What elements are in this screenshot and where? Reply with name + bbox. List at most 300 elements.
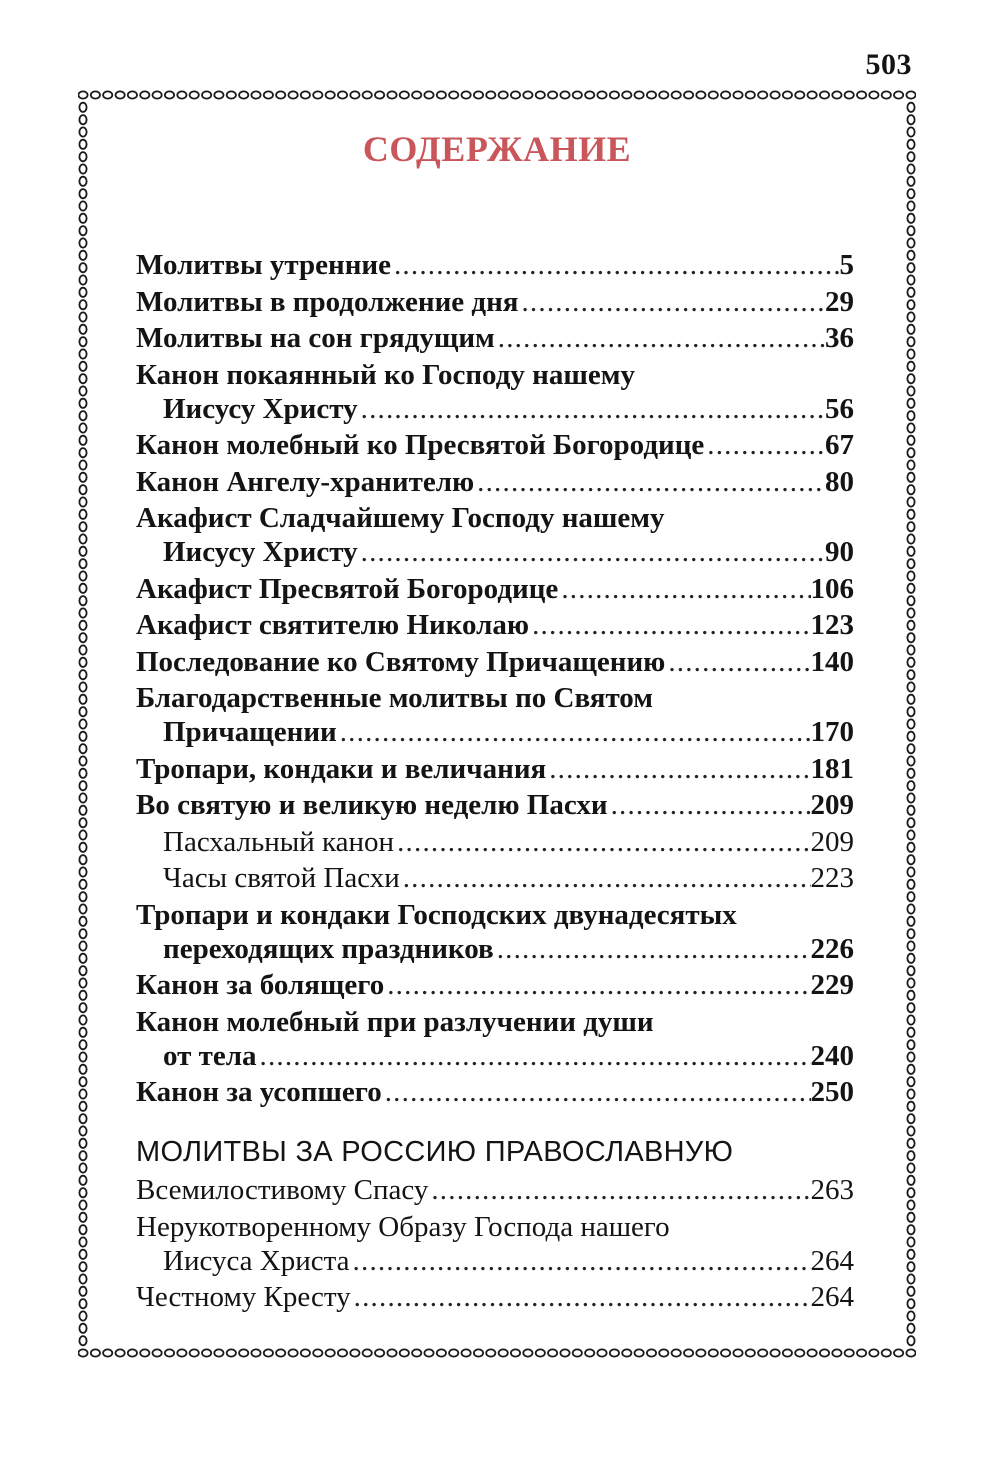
chain-link <box>907 1200 914 1209</box>
toc-entry[interactable] <box>136 608 854 642</box>
chain-link <box>907 584 914 593</box>
chain-link <box>326 1349 335 1356</box>
chain-link <box>771 1349 780 1356</box>
chain-link <box>907 1126 914 1135</box>
chain-link <box>449 1349 458 1356</box>
toc-entry[interactable] <box>136 645 854 679</box>
chain-link <box>79 534 86 543</box>
chain-link <box>907 374 914 383</box>
toc-entry-page: 181 <box>810 752 854 785</box>
chain-link <box>907 312 914 321</box>
chain-link <box>387 91 396 98</box>
chain-link <box>907 436 914 445</box>
chain-link <box>907 855 914 864</box>
chain-link <box>548 91 557 98</box>
chain-link <box>907 473 914 482</box>
toc-entry-page: 264 <box>810 1281 854 1313</box>
toc-entry[interactable] <box>136 572 854 606</box>
chain-link <box>79 189 86 198</box>
chain-link <box>79 263 86 272</box>
chain-link <box>79 1065 86 1074</box>
chain-link <box>832 1349 841 1356</box>
toc-entry[interactable] <box>136 465 854 499</box>
chain-link <box>79 1052 86 1061</box>
toc-entry-title: Тропари и кондаки Господских двунадесятых <box>136 898 737 931</box>
chain-link <box>103 91 112 98</box>
toc-entry-title-cont: от тела <box>163 1039 257 1072</box>
chain-link <box>869 1349 878 1356</box>
toc-entry-title: Канон за усопшего <box>136 1076 382 1108</box>
chain-link <box>79 1015 86 1024</box>
chain-link <box>907 325 914 334</box>
chain-link <box>313 91 322 98</box>
toc-subentry[interactable] <box>136 825 854 859</box>
chain-link <box>733 91 742 98</box>
chain-link <box>79 275 86 284</box>
chain-link <box>907 781 914 790</box>
chain-link <box>907 608 914 617</box>
chain-link <box>79 1089 86 1098</box>
section-entry[interactable] <box>136 1173 854 1207</box>
toc-entry-page: 56 <box>825 392 854 425</box>
chain-link <box>907 349 914 358</box>
chain-link <box>79 1311 86 1320</box>
chain-link <box>79 966 86 975</box>
chain-link <box>635 91 644 98</box>
chain-link <box>79 929 86 938</box>
chain-link <box>907 1028 914 1037</box>
chain-link <box>79 1176 86 1185</box>
toc-entry-page: 226 <box>810 932 854 965</box>
chain-link <box>79 448 86 457</box>
leader-dots <box>665 645 810 679</box>
chain-link <box>79 522 86 531</box>
chain-link <box>585 91 594 98</box>
chain-link <box>79 103 86 112</box>
chain-link <box>79 1225 86 1234</box>
chain-link <box>79 226 86 235</box>
chain-link <box>820 91 829 98</box>
chain-link <box>536 91 545 98</box>
chain-link <box>907 991 914 1000</box>
toc-entry-title: Акафист Пресвятой Богородице <box>136 572 559 605</box>
leader-dots <box>558 572 810 606</box>
chain-link <box>79 1163 86 1172</box>
chain-link <box>116 1349 125 1356</box>
chain-link <box>78 1349 87 1356</box>
toc-entry[interactable] <box>136 428 854 462</box>
toc-entry-title: Последование ко Святому Причащению <box>136 645 666 678</box>
chain-link <box>79 719 86 728</box>
chain-link <box>857 1349 866 1356</box>
chain-link <box>907 362 914 371</box>
chain-link <box>79 1200 86 1209</box>
chain-link <box>412 91 421 98</box>
leader-dots <box>495 321 825 355</box>
chain-link <box>907 917 914 926</box>
chain-link <box>79 806 86 815</box>
chain-link <box>79 362 86 371</box>
chain-link <box>907 1089 914 1098</box>
chain-link <box>79 1151 86 1160</box>
chain-link <box>907 177 914 186</box>
chain-link <box>523 91 532 98</box>
chain-link <box>400 91 409 98</box>
chain-link <box>79 991 86 1000</box>
chain-link <box>79 645 86 654</box>
chain-link <box>276 1349 285 1356</box>
chain-link <box>907 929 914 938</box>
chain-link <box>907 1052 914 1061</box>
chain-link <box>79 793 86 802</box>
chain-link <box>585 1349 594 1356</box>
chain-link <box>907 201 914 210</box>
toc-entry-title: Часы святой Пасхи <box>163 862 400 894</box>
toc-entry[interactable] <box>136 285 854 319</box>
chain-link <box>907 1336 914 1345</box>
chain-link <box>721 1349 730 1356</box>
chain-link <box>907 695 914 704</box>
chain-link <box>79 423 86 432</box>
table-of-contents <box>136 248 854 1317</box>
chain-link <box>387 1349 396 1356</box>
chain-link <box>79 1274 86 1283</box>
chain-link <box>907 880 914 889</box>
chain-link <box>79 214 86 223</box>
chain-link <box>79 670 86 679</box>
toc-entry-page: 170 <box>810 716 854 748</box>
chain-link <box>907 115 914 124</box>
toc-entry-title: Молитвы утренние <box>136 249 391 281</box>
toc-entry-page: 263 <box>810 1174 854 1206</box>
chain-link <box>202 91 211 98</box>
toc-entry-title: Во святую и великую неделю Пасхи <box>136 789 608 821</box>
chain-link <box>622 1349 631 1356</box>
chain-link <box>907 275 914 284</box>
chain-link <box>907 226 914 235</box>
chain-link <box>907 1163 914 1172</box>
toc-entry-page: 123 <box>810 609 854 641</box>
chain-link <box>882 91 891 98</box>
chain-link <box>906 1349 915 1356</box>
toc-entry-title: Пасхальный канон <box>163 825 395 858</box>
chain-link <box>79 1139 86 1148</box>
chain-link <box>79 621 86 630</box>
chain-link <box>907 337 914 346</box>
chain-link <box>523 1349 532 1356</box>
chain-link <box>79 744 86 753</box>
chain-link <box>79 596 86 605</box>
leader-dots <box>474 465 825 499</box>
chain-link <box>907 682 914 691</box>
chain-link <box>907 966 914 975</box>
chain-link <box>79 497 86 506</box>
toc-entry-title: Тропари, кондаки и величания <box>136 752 547 785</box>
leader-dots <box>384 968 810 1002</box>
leader-dots <box>529 608 810 642</box>
chain-link <box>907 423 914 432</box>
toc-entry-page: 209 <box>810 825 854 858</box>
chain-link <box>79 386 86 395</box>
chain-link <box>907 1040 914 1049</box>
chain-link <box>79 300 86 309</box>
toc-entry-page: 90 <box>825 536 854 568</box>
chain-link <box>647 1349 656 1356</box>
chain-link <box>907 189 914 198</box>
chain-link <box>907 1250 914 1259</box>
chain-link <box>771 91 780 98</box>
chain-link <box>79 695 86 704</box>
chain-link <box>499 1349 508 1356</box>
toc-entry-title: Канон молебный при разлучении души <box>136 1005 654 1038</box>
chain-link <box>227 91 236 98</box>
chain-link <box>733 1349 742 1356</box>
toc-entry-page: 240 <box>810 1039 854 1072</box>
chain-link <box>338 91 347 98</box>
chain-link <box>907 510 914 519</box>
chain-link <box>79 374 86 383</box>
chain-link <box>907 904 914 913</box>
chain-link <box>907 1176 914 1185</box>
chain-link <box>684 91 693 98</box>
leader-dots <box>382 1075 811 1109</box>
chain-link <box>907 1102 914 1111</box>
chain-link <box>907 818 914 827</box>
chain-link <box>264 1349 273 1356</box>
chain-link <box>907 670 914 679</box>
chain-link <box>907 719 914 728</box>
chain-link <box>511 1349 520 1356</box>
chain-link <box>128 1349 137 1356</box>
chain-link <box>709 91 718 98</box>
chain-link <box>907 448 914 457</box>
chain-link <box>177 1349 186 1356</box>
toc-entry[interactable] <box>136 788 854 822</box>
chain-link <box>79 571 86 580</box>
toc-entry-page: 106 <box>810 572 854 605</box>
chain-link <box>79 584 86 593</box>
chain-link <box>91 1349 100 1356</box>
chain-link <box>795 91 804 98</box>
chain-link <box>79 769 86 778</box>
toc-entry[interactable] <box>136 1005 854 1073</box>
chain-link <box>338 1349 347 1356</box>
chain-link <box>907 769 914 778</box>
toc-subentry[interactable] <box>136 861 854 895</box>
chain-link <box>907 534 914 543</box>
chain-link <box>350 1349 359 1356</box>
chain-link <box>907 843 914 852</box>
chain-link <box>79 843 86 852</box>
chain-link <box>907 1077 914 1086</box>
chain-link <box>511 91 520 98</box>
chain-link <box>79 1299 86 1308</box>
chain-link <box>79 880 86 889</box>
chain-link <box>375 91 384 98</box>
toc-entry-title-cont: Иисусу Христу <box>163 536 358 568</box>
chain-link <box>79 978 86 987</box>
chain-link <box>79 941 86 950</box>
chain-link <box>907 485 914 494</box>
toc-entry-page: 140 <box>810 645 854 678</box>
chain-link <box>79 349 86 358</box>
toc-entry-page: 229 <box>810 969 854 1001</box>
chain-link <box>79 781 86 790</box>
chain-link <box>907 1287 914 1296</box>
chain-link <box>165 91 174 98</box>
chain-link <box>684 1349 693 1356</box>
chain-link <box>177 91 186 98</box>
toc-entry-title: Акафист святителю Николаю <box>136 609 530 641</box>
chain-link <box>140 91 149 98</box>
chain-link <box>289 1349 298 1356</box>
chain-link <box>709 1349 718 1356</box>
chain-link <box>907 658 914 667</box>
chain-link <box>78 91 87 98</box>
toc-entry[interactable] <box>136 358 854 426</box>
chain-link <box>536 1349 545 1356</box>
toc-entry-title: Канон за болящего <box>136 969 385 1001</box>
toc-entry[interactable] <box>136 248 854 282</box>
chain-link <box>79 288 86 297</box>
chain-link <box>363 91 372 98</box>
toc-entry-title: Акафист Сладчайшему Господу нашему <box>136 502 665 534</box>
chain-link <box>79 510 86 519</box>
chain-link <box>289 91 298 98</box>
toc-entry[interactable] <box>136 898 854 966</box>
chain-link <box>894 1349 903 1356</box>
chain-link <box>857 91 866 98</box>
chain-link <box>79 1114 86 1123</box>
chain-link <box>79 1028 86 1037</box>
chain-link <box>79 399 86 408</box>
chain-link <box>251 91 260 98</box>
chain-link <box>635 1349 644 1356</box>
leader-dots <box>608 788 811 822</box>
chain-link <box>79 201 86 210</box>
chain-link <box>672 91 681 98</box>
chain-link <box>907 288 914 297</box>
chain-link <box>326 91 335 98</box>
chain-link <box>907 1139 914 1148</box>
chain-link <box>783 91 792 98</box>
chain-link <box>907 1015 914 1024</box>
chain-link <box>153 91 162 98</box>
chain-link <box>808 91 817 98</box>
chain-link <box>79 473 86 482</box>
chain-link <box>91 91 100 98</box>
section-entry[interactable] <box>136 1210 854 1278</box>
chain-link <box>907 633 914 642</box>
chain-link <box>907 830 914 839</box>
chain-link <box>907 645 914 654</box>
chain-link <box>907 399 914 408</box>
chain-link <box>907 596 914 605</box>
chain-link <box>79 485 86 494</box>
toc-entry-title: Молитвы в продолжение дня <box>136 285 519 318</box>
leader-dots <box>391 248 840 282</box>
chain-link <box>907 793 914 802</box>
chain-link <box>882 1349 891 1356</box>
chain-link <box>783 1349 792 1356</box>
chain-link <box>424 91 433 98</box>
chain-link <box>128 91 137 98</box>
chain-link <box>832 91 841 98</box>
chain-link <box>907 1003 914 1012</box>
toc-entry[interactable] <box>136 321 854 355</box>
chain-link <box>301 91 310 98</box>
chain-link <box>79 251 86 260</box>
chain-link <box>907 263 914 272</box>
chain-link <box>869 91 878 98</box>
toc-entry[interactable] <box>136 968 854 1002</box>
chain-link <box>672 1349 681 1356</box>
chain-link <box>907 978 914 987</box>
chain-link <box>462 91 471 98</box>
chain-link <box>79 1003 86 1012</box>
chain-link <box>746 91 755 98</box>
toc-entry-title: Благодарственные молитвы по Святом <box>136 682 654 714</box>
chain-link <box>79 830 86 839</box>
chain-link <box>214 91 223 98</box>
leader-dots <box>351 1280 811 1314</box>
leader-dots <box>546 752 810 786</box>
chain-link <box>907 571 914 580</box>
chain-link <box>907 386 914 395</box>
chain-link <box>79 682 86 691</box>
chain-link <box>907 892 914 901</box>
chain-link <box>313 1349 322 1356</box>
chain-link <box>907 547 914 556</box>
chain-link <box>560 1349 569 1356</box>
toc-entry[interactable] <box>136 752 854 786</box>
chain-link <box>437 91 446 98</box>
toc-entry[interactable] <box>136 501 854 569</box>
section-heading: МОЛИТВЫ ЗА РОССИЮ ПРАВОСЛАВНУЮ <box>136 1136 734 1168</box>
chain-link <box>79 1336 86 1345</box>
chain-link <box>907 1311 914 1320</box>
toc-entry[interactable] <box>136 681 854 749</box>
chain-link <box>412 1349 421 1356</box>
section-entry[interactable] <box>136 1280 854 1314</box>
chain-link <box>907 941 914 950</box>
chain-link <box>907 1225 914 1234</box>
chain-link <box>696 1349 705 1356</box>
chain-link <box>239 1349 248 1356</box>
chain-link <box>659 91 668 98</box>
chain-link <box>79 867 86 876</box>
chain-link <box>597 1349 606 1356</box>
chain-link <box>79 238 86 247</box>
chain-link <box>301 1349 310 1356</box>
chain-link <box>103 1349 112 1356</box>
chain-link <box>79 337 86 346</box>
chain-link <box>79 436 86 445</box>
chain-link <box>79 1126 86 1135</box>
chain-link <box>907 522 914 531</box>
chain-link <box>165 1349 174 1356</box>
page-title: СОДЕРЖАНИЕ <box>362 129 632 169</box>
chain-link <box>597 91 606 98</box>
chain-link <box>474 91 483 98</box>
toc-entry[interactable] <box>136 1075 854 1109</box>
chain-link <box>907 1237 914 1246</box>
chain-link <box>907 732 914 741</box>
chain-link <box>845 91 854 98</box>
chain-link <box>363 1349 372 1356</box>
chain-link <box>610 1349 619 1356</box>
leader-dots <box>704 428 825 462</box>
